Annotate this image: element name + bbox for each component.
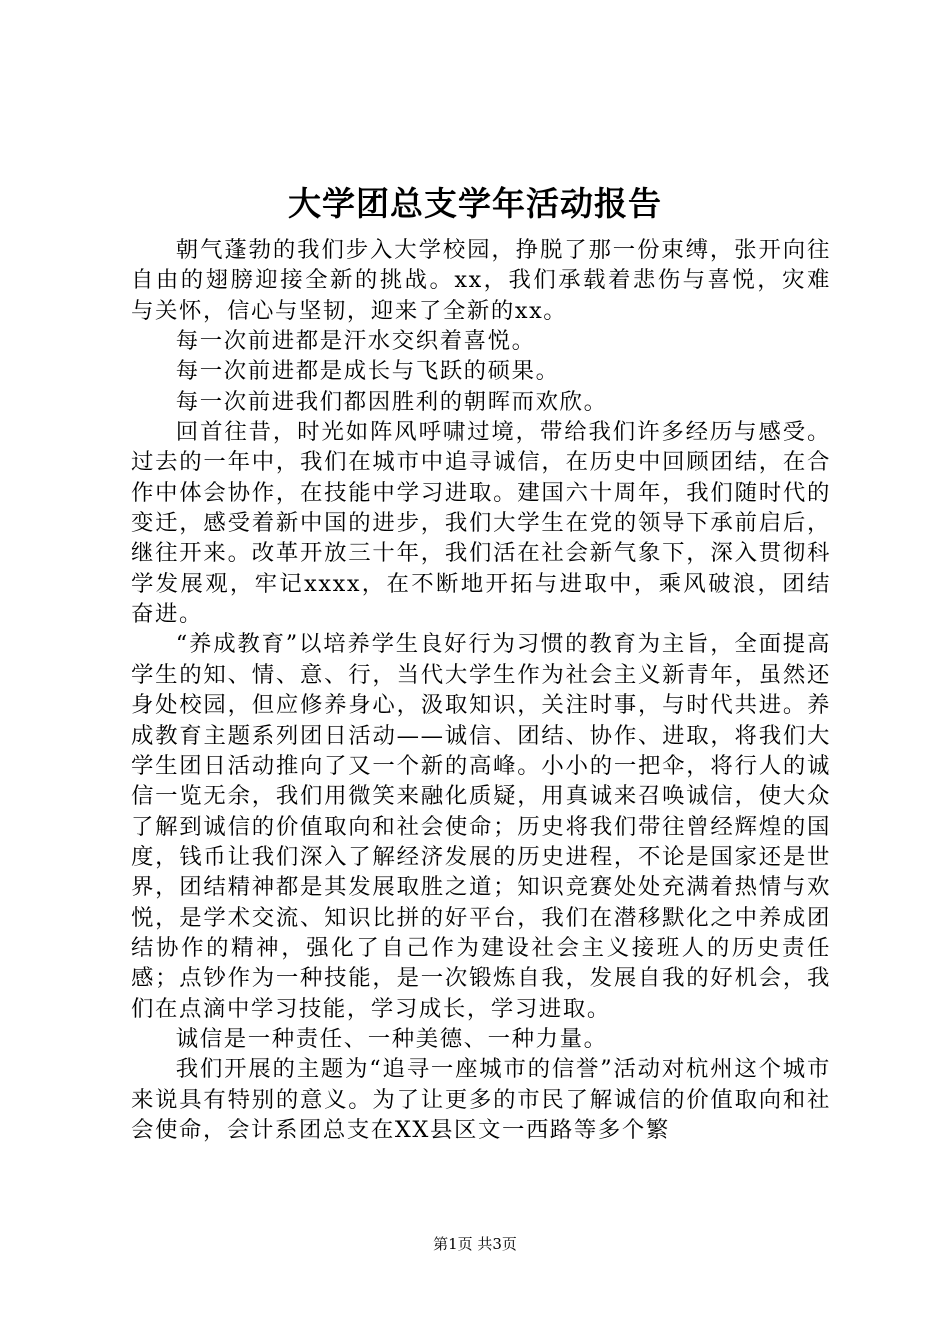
paragraph: 朝气蓬勃的我们步入大学校园，挣脱了那一份束缚，张开向往自由的翅膀迎接全新的挑战。xx，我们承载着悲伤与喜悦，灾难与关怀，信心与坚韧，迎来了全新的xx。 [131, 237, 831, 324]
paragraph: 每一次前进我们都因胜利的朝晖而欢欣。 [175, 388, 608, 415]
document-title: 大学团总支学年活动报告 [288, 184, 662, 223]
paragraph: 回首往昔，时光如阵风呼啸过境，带给我们许多经历与感受。过去的一年中，我们在城市中追寻诚信，在历史中回顾团结，在合作中体会协作，在技能中学习进取。建国六十周年，我们随时代的变迁，感受着新中国的进步，我们大学生在党的领导下承前启后，继往开来。改革开放三十年，我们活在社会新气象下，深入贯彻科学发展观，牢记xxxx，在不断地开拓与进取中，乘风破浪，团结奋进。 [131, 419, 831, 628]
paragraph: 我们开展的主题为“追寻一座城市的信誉”活动对杭州这个城市来说具有特别的意义。为了让更多的市民了解诚信的价值取向和社会使命，会计系团总支在XX县区文一西路等多个繁 [131, 1056, 831, 1143]
paragraph: 每一次前进都是汗水交织着喜悦。 [175, 328, 536, 355]
paragraph: 每一次前进都是成长与飞跃的硕果。 [175, 358, 560, 385]
paragraph: “养成教育”以培养学生良好行为习惯的教育为主旨，全面提高学生的知、情、意、行，当代大学生作为社会主义新青年，虽然还身处校园，但应修养身心，汲取知识，关注时事，与时代共进。养成教育主题系列团日活动——诚信、团结、协作、进取，将我们大学生团日活动推向了又一个新的高峰。小小的一把伞，将行人的诚信一览无余，我们用微笑来融化质疑，用真诚来召唤诚信，使大众了解到诚信的价值取向和社会使命；历史将我们带往曾经辉煌的国度，钱币让我们深入了解经济发展的历史进程，不论是国家还是世界，团结精神都是其发展取胜之道；知识竞赛处处充满着热情与欢悦，是学术交流、知识比拼的好平台，我们在潜移默化之中养成团结协作的精神，强化了自己作为建设社会主义接班人的历史责任感；点钞作为一种技能，是一次锻炼自我，发展自我的好机会，我们在点滴中学习技能，学习成长，学习进取。 [131, 631, 831, 1022]
document-body [131, 235, 831, 1145]
paragraph: 诚信是一种责任、一种美德、一种力量。 [175, 1025, 608, 1052]
page-footer: 第1页 共3页 [433, 1235, 517, 1253]
